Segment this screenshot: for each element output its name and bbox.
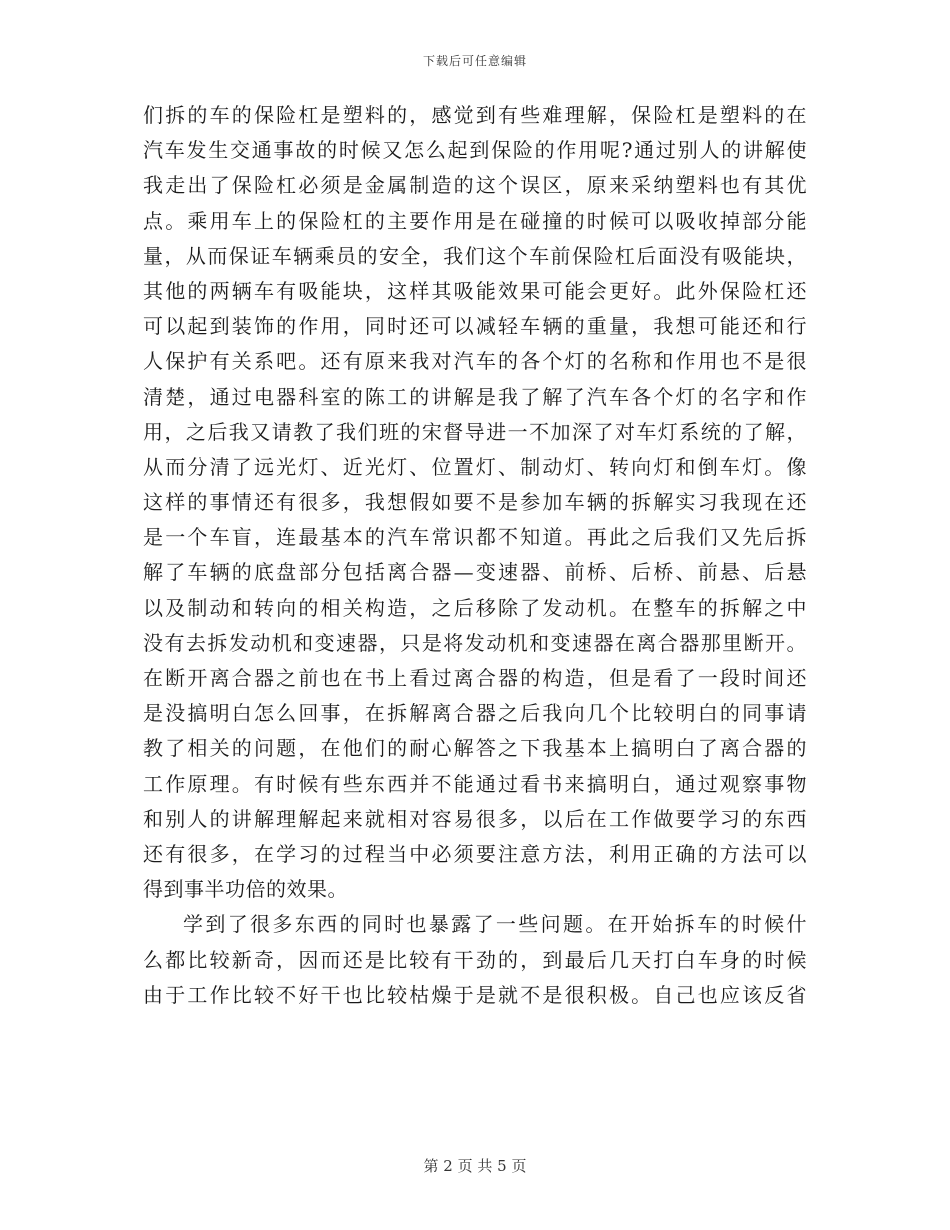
text-line: 教了相关的问题，在他们的耐心解答之下我基本上搞明白了离合器的 [143,736,807,761]
text-line: 在断开离合器之前也在书上看过离合器的构造，但是看了一段时间还 [143,666,807,690]
text-line: 从而分清了远光灯、近光灯、位置灯、制动灯、转向灯和倒车灯。像 [143,454,807,479]
text-line: 其他的两辆车有吸能块，这样其吸能效果可能会更好。此外保险杠还 [143,278,807,303]
text-line: 工作原理。有时候有些东西并不能通过看书来搞明白，通过观察事物 [143,771,807,796]
text-line: 这样的事情还有很多，我想假如要不是参加车辆的拆解实习我现在还 [143,490,807,515]
text-line: 和别人的讲解理解起来就相对容易很多，以后在工作做要学习的东西 [143,806,807,831]
text-line: 汽车发生交通事故的时候又怎么起到保险的作用呢?通过别人的讲解使 [143,138,807,163]
text-line: 没有去拆发动机和变速器，只是将发动机和变速器在离合器那里断开。 [143,630,807,655]
paragraph-first-line: 学到了很多东西的同时也暴露了一些问题。在开始拆车的时候什 [183,912,807,937]
text-line: 用，之后我又请教了我们班的宋督导进一不加深了对车灯系统的了解， [143,419,807,444]
text-line: 还有很多，在学习的过程当中必须要注意方法，利用正确的方法可以 [143,841,807,866]
text-line: 量，从而保证车辆乘员的安全，我们这个车前保险杠后面没有吸能块， [143,243,807,268]
body-text [143,98,807,1013]
page-number: 第 2 页 共 5 页 [423,1157,527,1175]
text-line: 由于工作比较不好干也比较枯燥于是就不是很积极。自己也应该反省 [143,982,807,1007]
page-header: 下载后可任意编辑 [422,54,527,68]
text-line: 点。乘用车上的保险杠的主要作用是在碰撞的时候可以吸收掉部分能 [143,208,807,233]
text-line: 以及制动和转向的相关构造，之后移除了发动机。在整车的拆解之中 [143,595,807,620]
text-line: 得到事半功倍的效果。 [143,877,348,902]
text-line: 是一个车盲，连最基本的汽车常识都不知道。再此之后我们又先后拆 [143,525,807,550]
text-line: 我走出了保险杠必须是金属制造的这个误区，原来采纳塑料也有其优 [143,173,807,198]
text-line: 解了车辆的底盘部分包括离合器—变速器、前桥、后桥、前悬、后悬 [143,560,807,585]
text-line: 们拆的车的保险杠是塑料的，感觉到有些难理解，保险杠是塑料的在 [143,103,807,127]
text-line: 清楚，通过电器科室的陈工的讲解是我了解了汽车各个灯的名字和作 [143,384,807,409]
text-line: 人保护有关系吧。还有原来我对汽车的各个灯的名称和作用也不是很 [143,349,807,374]
text-line: 可以起到装饰的作用，同时还可以减轻车辆的重量，我想可能还和行 [143,314,807,339]
text-line: 是没搞明白怎么回事，在拆解离合器之后我向几个比较明白的同事请 [143,701,807,726]
text-line: 么都比较新奇，因而还是比较有干劲的，到最后几天打白车身的时候 [143,947,807,972]
